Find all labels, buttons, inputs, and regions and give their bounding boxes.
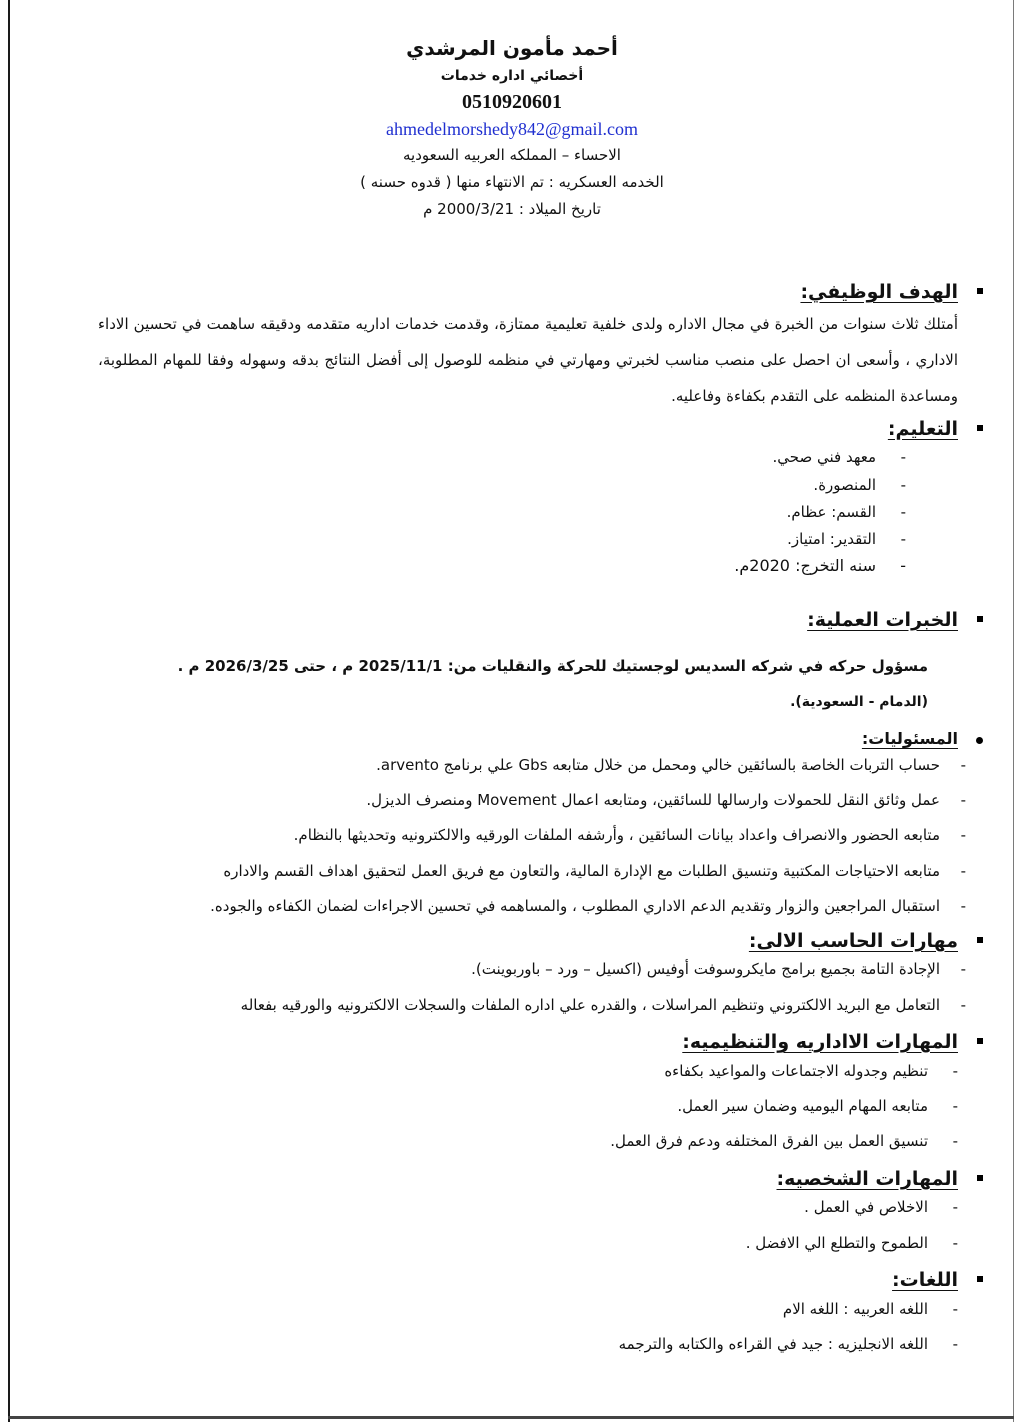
section-bullet-icon — [977, 1175, 983, 1181]
candidate-email[interactable]: ahmedelmorshedy842@gmail.com — [385, 119, 639, 139]
section-title-objective: الهدف الوظيفي: — [800, 281, 958, 303]
candidate-job-title: أخصائي اداره خدمات — [440, 68, 584, 84]
section-personal-skills — [777, 1168, 959, 1190]
bullet-dot-icon — [976, 737, 983, 744]
section-title-computer-skills: مهارات الحاسب الالى: — [748, 930, 958, 952]
objective-text: أمتلك ثلاث سنوات من الخبرة في مجال الاداره ولدى خلفية تعليمية ممتازة، وقدمت خدمات اداريه متقدمه ودقيقه ساهمت في تحسين الاداء الاداري ، وأسعى ان احصل على منصب مناسب لخبرتي ومهارتي في منظمه للوصول إلى أفضل النتائج بدقه وسهوله وفقا للمهام المطلوبة، ومساعدة المنظمه على التقدم بكفاءة وفاعليه. — [98, 315, 958, 405]
section-title-education: التعليم: — [887, 418, 958, 440]
dash-icon: - — [960, 897, 966, 915]
dash-icon: - — [960, 996, 966, 1014]
dash-icon: - — [960, 960, 966, 978]
candidate-phone: 0510920601 — [462, 91, 562, 113]
section-languages — [892, 1269, 958, 1291]
dash-icon: - — [900, 503, 906, 521]
dash-icon: - — [960, 826, 966, 844]
dash-icon: - — [960, 862, 966, 880]
section-title-languages: اللغات: — [892, 1269, 958, 1291]
dash-icon: - — [952, 1062, 958, 1080]
job-location: (الدمام - السعودية). — [790, 694, 928, 710]
section-title-experience: الخبرات العملية: — [807, 609, 958, 631]
section-objective — [800, 281, 958, 303]
section-admin-skills — [682, 1031, 958, 1053]
section-bullet-icon — [977, 616, 983, 622]
candidate-military-status: الخدمه العسكريه : تم الانتهاء منها ( قدوه حسنه ) — [360, 173, 664, 191]
section-bullet-icon — [977, 425, 983, 431]
responsibilities-header — [862, 729, 958, 748]
section-computer-skills — [749, 930, 958, 952]
dash-icon: - — [960, 791, 966, 809]
dash-icon: - — [952, 1132, 958, 1150]
dash-icon: - — [952, 1097, 958, 1115]
dash-icon: - — [900, 448, 906, 466]
section-bullet-icon — [977, 288, 983, 294]
dash-icon: - — [952, 1234, 958, 1252]
dash-icon: - — [952, 1198, 958, 1216]
dash-icon: - — [900, 556, 906, 575]
page-border-bottom — [8, 1416, 1014, 1419]
dash-icon: - — [900, 530, 906, 548]
candidate-location: الاحساء – المملكه العربيه السعوديه — [403, 146, 621, 164]
candidate-birth-date: تاريخ الميلاد : 2000/3/21 م — [423, 200, 601, 218]
dash-icon: - — [952, 1335, 958, 1353]
dash-icon: - — [952, 1300, 958, 1318]
section-education — [888, 418, 958, 440]
section-experience — [807, 609, 958, 631]
job-title: مسؤول حركه في شركه السديس لوجستيك للحركة والنقليات من: 2025/11/1 م ، حتى 2026/3/25 م . — [177, 657, 928, 675]
dash-icon: - — [900, 476, 906, 494]
section-title-personal-skills: المهارات الشخصيه: — [776, 1168, 958, 1190]
section-bullet-icon — [977, 937, 983, 943]
dash-icon: - — [960, 756, 966, 774]
section-title-admin-skills: المهارات الااداريه والتنظيميه: — [682, 1031, 958, 1053]
section-bullet-icon — [977, 1038, 983, 1044]
responsibilities-title: المسئوليات: — [861, 729, 958, 748]
candidate-name: أحمد مأمون المرشدي — [406, 36, 618, 60]
section-bullet-icon — [977, 1276, 983, 1282]
